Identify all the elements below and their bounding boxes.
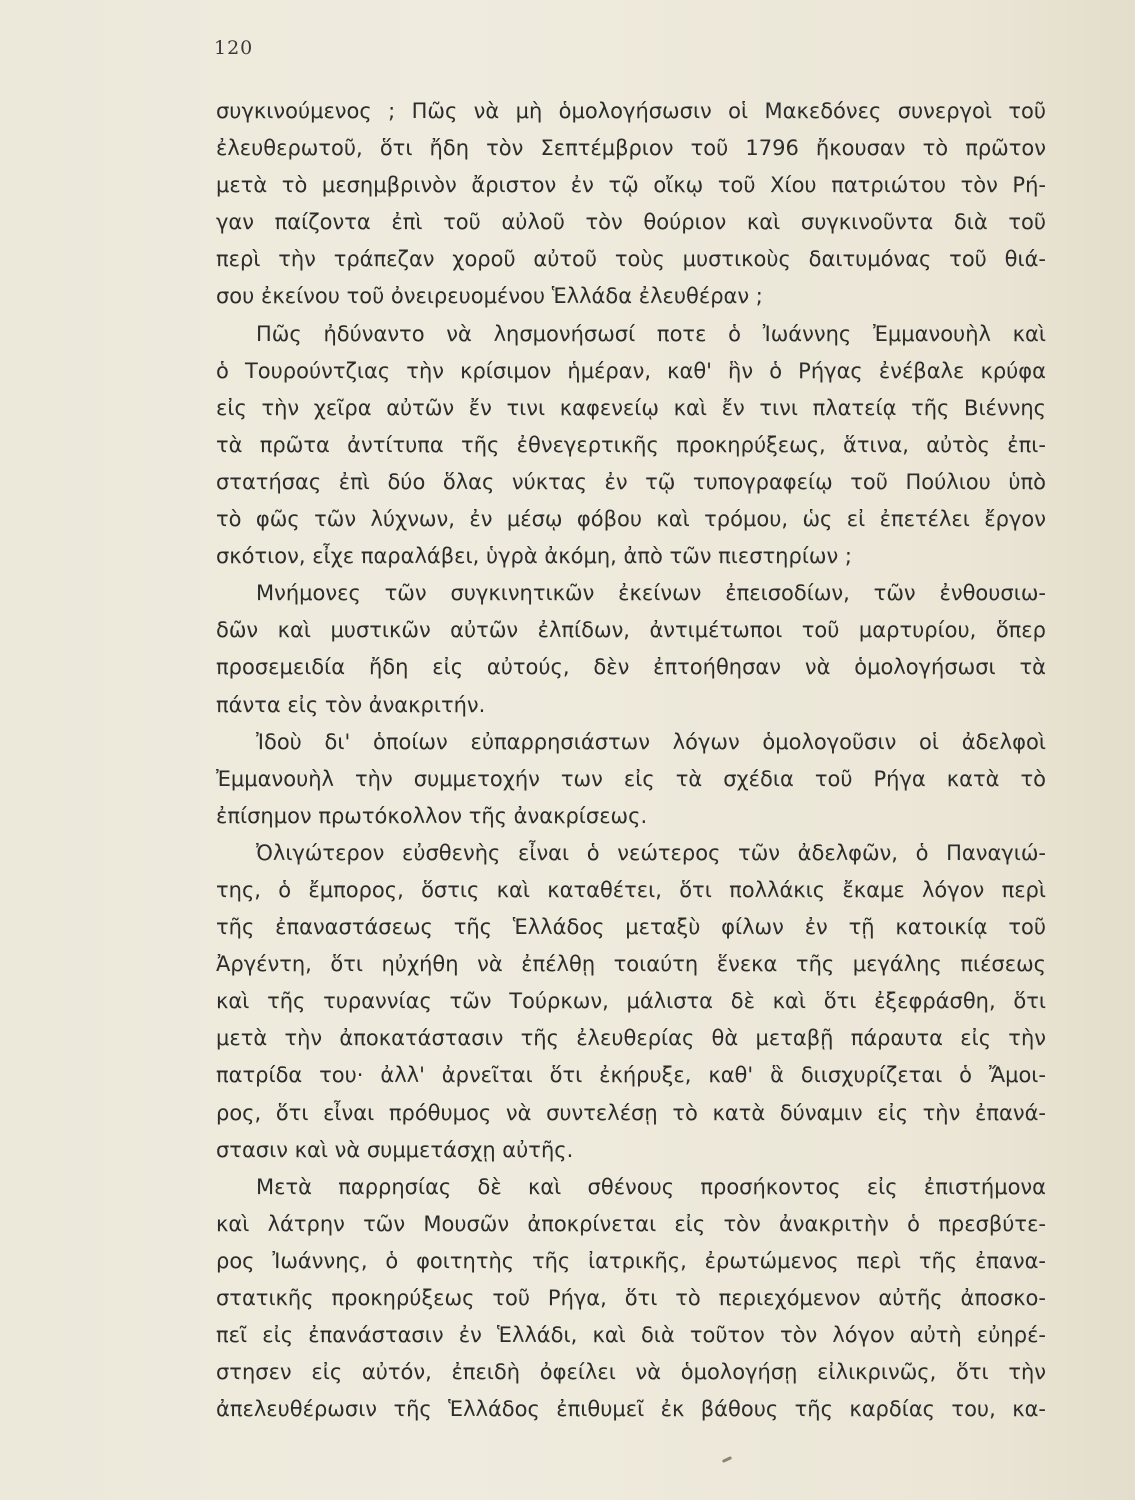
text-line: στατήσας ἐπὶ δύο ὅλας νύκτας ἐν τῷ τυπογραφείῳ τοῦ Πούλιου ὑπὸ bbox=[216, 469, 1046, 494]
text-line: εἰς τὴν χεῖρα αὐτῶν ἔν τινι καφενείῳ καὶ ἔν τινι πλατείᾳ τῆς Βιέννης bbox=[216, 395, 1046, 420]
text-line: περὶ τὴν τράπεζαν χοροῦ αὐτοῦ τοὺς μυστικοὺς δαιτυμόνας τοῦ θιά- bbox=[216, 247, 1046, 272]
text-line: Ἐμμανουὴλ τὴν συμμετοχήν των εἰς τὰ σχέδια τοῦ Ρήγα κατὰ τὸ bbox=[216, 766, 1046, 791]
text-line: τῆς ἐπαναστάσεως τῆς Ἑλλάδος μεταξὺ φίλων ἐν τῇ κατοικίᾳ τοῦ bbox=[216, 915, 1046, 940]
text-line: τὰ πρῶτα ἀντίτυπα τῆς ἐθνεγερτικῆς προκηρύξεως, ἅτινα, αὐτὸς ἐπι- bbox=[216, 432, 1046, 457]
text-line: μετὰ τὴν ἀποκατάστασιν τῆς ἐλευθερίας θὰ μεταβῇ πάραυτα εἰς τὴν bbox=[216, 1026, 1046, 1051]
text-line: καὶ λάτρην τῶν Μουσῶν ἀποκρίνεται εἰς τὸν ἀνακριτὴν ὁ πρεσβύτε- bbox=[216, 1211, 1046, 1236]
text-line: μετὰ τὸ μεσημβρινὸν ἄριστον ἐν τῷ οἴκῳ τοῦ Χίου πατριώτου τὸν Ρή- bbox=[216, 173, 1046, 198]
text-line: πατρίδα του· ἀλλ' ἀρνεῖται ὅτι ἐκήρυξε, καθ' ἃ διισχυρίζεται ὁ Ἄμοι- bbox=[216, 1063, 1046, 1088]
text-line: ὁ Τουρούντζιας τὴν κρίσιμον ἡμέραν, καθ' ἣν ὁ Ρήγας ἐνέβαλε κρύφα bbox=[216, 358, 1046, 383]
text-line: στησεν εἰς αὐτόν, ἐπειδὴ ὀφείλει νὰ ὁμολογήσῃ εἰλικρινῶς, ὅτι τὴν bbox=[216, 1360, 1046, 1385]
text-line: στασιν καὶ νὰ συμμετάσχῃ αὐτῆς. bbox=[216, 1137, 574, 1162]
text-line: στατικῆς προκηρύξεως τοῦ Ρήγα, ὅτι τὸ περιεχόμενον αὐτῆς ἀποσκο- bbox=[216, 1286, 1046, 1310]
text-line: Πῶς ἠδύναντο νὰ λησμονήσωσί ποτε ὁ Ἰωάννης Ἐμμανουὴλ καὶ bbox=[256, 321, 1046, 346]
text-line: τὸ φῶς τῶν λύχνων, ἐν μέσῳ φόβου καὶ τρόμου, ὡς εἰ ἐπετέλει ἔργον bbox=[216, 507, 1046, 532]
text-line: καὶ τῆς τυραννίας τῶν Τούρκων, μάλιστα δὲ καὶ ὅτι ἐξεφράσθη, ὅτι bbox=[216, 989, 1046, 1014]
text-line: πάντα εἰς τὸν ἀνακριτήν. bbox=[216, 692, 486, 717]
paper-speck bbox=[722, 1456, 732, 1463]
text-line: γαν παίζοντα ἐπὶ τοῦ αὐλοῦ τὸν θούριον καὶ συγκινοῦντα διὰ τοῦ bbox=[216, 210, 1046, 235]
text-line: Ἰδοὺ δι' ὁποίων εὐπαρρησιάστων λόγων ὁμολογοῦσιν οἱ ἀδελφοὶ bbox=[256, 729, 1046, 754]
text-line: σου ἐκείνου τοῦ ὀνειρευομένου Ἑλλάδα ἐλευθέραν ; bbox=[216, 284, 763, 309]
text-line: ρος Ἰωάννης, ὁ φοιτητὴς τῆς ἰατρικῆς, ἐρωτώμενος περὶ τῆς ἐπανα- bbox=[216, 1248, 1046, 1273]
text-line: Μνήμονες τῶν συγκινητικῶν ἐκείνων ἐπεισοδίων, τῶν ἐνθουσιω- bbox=[256, 581, 1046, 606]
text-line: πεῖ εἰς ἐπανάστασιν ἐν Ἑλλάδι, καὶ διὰ τοῦτον τὸν λόγον αὐτὴ εὐηρέ- bbox=[216, 1323, 1046, 1348]
text-line: ἐλευθερωτοῦ, ὅτι ἤδη τὸν Σεπτέμβριον τοῦ 1796 ἤκουσαν τὸ πρῶτον bbox=[216, 136, 1046, 161]
text-line: ρος, ὅτι εἶναι πρόθυμος νὰ συντελέσῃ τὸ κατὰ δύναμιν εἰς τὴν ἐπανά- bbox=[216, 1100, 1046, 1125]
text-line: συγκινούμενος ; Πῶς νὰ μὴ ὁμολογήσωσιν οἱ Μακεδόνες συνεργοὶ τοῦ bbox=[216, 99, 1046, 123]
text-line: δῶν καὶ μυστικῶν αὐτῶν ἐλπίδων, ἀντιμέτωποι τοῦ μαρτυρίου, ὅπερ bbox=[216, 618, 1046, 643]
body-text bbox=[216, 93, 1046, 1428]
text-line: Μετὰ παρρησίας δὲ καὶ σθένους προσήκοντος εἰς ἐπιστήμονα bbox=[256, 1174, 1046, 1199]
text-line: ἐπίσημον πρωτόκολλον τῆς ἀνακρίσεως. bbox=[216, 803, 648, 828]
text-line: ἀπελευθέρωσιν τῆς Ἑλλάδος ἐπιθυμεῖ ἐκ βάθους τῆς καρδίας του, κα- bbox=[216, 1397, 1046, 1422]
text-line: Ἀργέντη, ὅτι ηὐχήθη νὰ ἐπέλθῃ τοιαύτη ἕνεκα τῆς μεγάλης πιέσεως bbox=[216, 952, 1046, 977]
page-number: 120 bbox=[214, 37, 254, 59]
text-line: σκότιον, εἶχε παραλάβει, ὑγρὰ ἀκόμη, ἀπὸ τῶν πιεστηρίων ; bbox=[216, 544, 852, 569]
text-line: προσεμειδία ἤδη εἰς αὐτούς, δὲν ἐπτοήθησαν νὰ ὁμολογήσωσι τὰ bbox=[216, 655, 1046, 680]
text-line: Ὀλιγώτερον εὐσθενὴς εἶναι ὁ νεώτερος τῶν ἀδελφῶν, ὁ Παναγιώ- bbox=[256, 840, 1046, 865]
text-line: της, ὁ ἔμπορος, ὅστις καὶ καταθέτει, ὅτι πολλάκις ἔκαμε λόγον περὶ bbox=[216, 877, 1046, 902]
